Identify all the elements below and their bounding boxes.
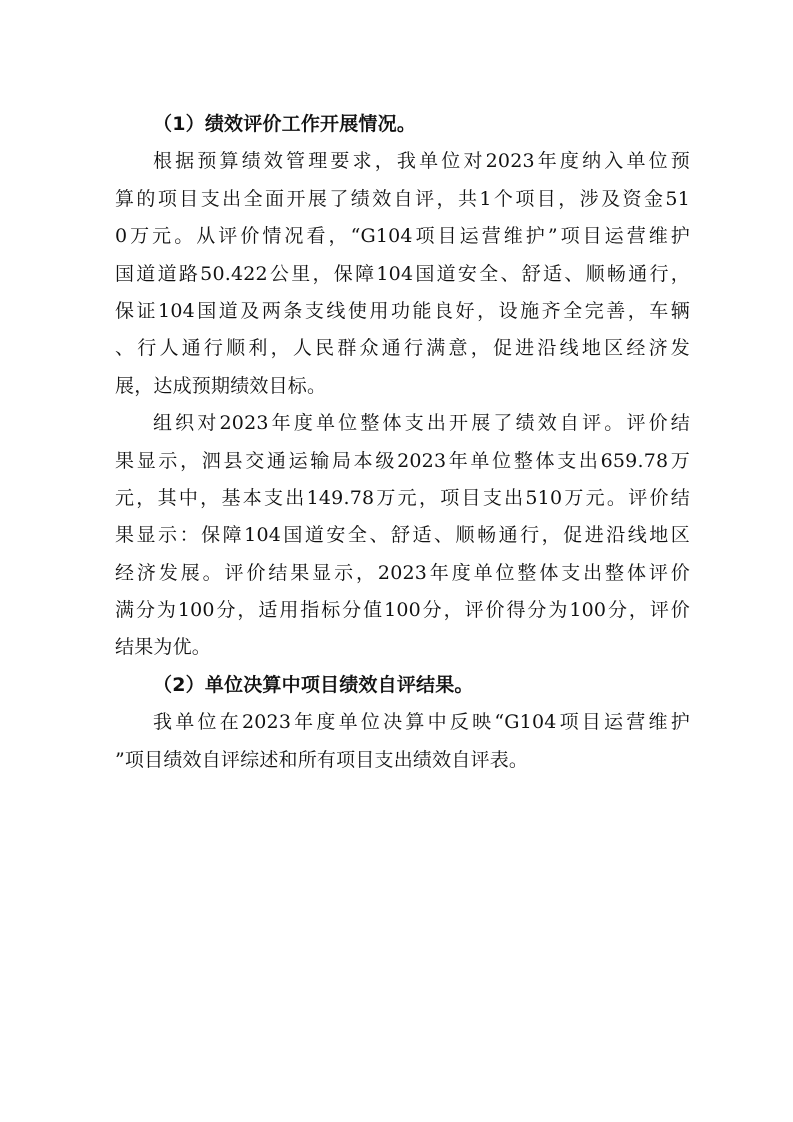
paragraph-line: 组织对2023年度单位整体支出开展了绩效自评。评价结 [153, 412, 690, 435]
paragraph-line: 保证104国道及两条支线使用功能良好，设施齐全完善，车辆 [115, 299, 690, 322]
document-body [115, 106, 690, 779]
paragraph-line: 满分为100分，适用指标分值100分，评价得分为100分，评价 [115, 599, 690, 622]
paragraph-line: 经济发展。评价结果显示，2023年度单位整体支出整体评价 [115, 561, 690, 584]
paragraph-line: 结果为优。 [115, 636, 212, 659]
section-2-heading: （2）单位决算中项目绩效自评结果。 [153, 673, 474, 696]
paragraph-line: 国道道路50.422公里，保障104国道安全、舒适、顺畅通行， [115, 262, 690, 285]
paragraph-line: 展，达成预期绩效目标。 [115, 374, 327, 397]
section-1-paragraph-2 [115, 405, 690, 667]
section-1-paragraph-1 [115, 143, 690, 405]
paragraph-line: 、行人通行顺利，人民群众通行满意，促进沿线地区经济发 [115, 337, 690, 360]
paragraph-line: 元，其中，基本支出149.78万元，项目支出510万元。评价结 [115, 486, 690, 509]
section-2-paragraph-1 [115, 704, 690, 779]
section-1-heading: （1）绩效评价工作开展情况。 [153, 113, 417, 135]
paragraph-line: 0万元。从评价情况看，“G104项目运营维护”项目运营维护 [115, 225, 690, 248]
paragraph-line: 果显示，泗县交通运输局本级2023年单位整体支出659.78万 [115, 449, 690, 472]
paragraph-line: 我单位在2023年度单位决算中反映“G104项目运营维护 [153, 711, 690, 734]
paragraph-line: 算的项目支出全面开展了绩效自评，共1个项目，涉及资金51 [115, 187, 690, 210]
paragraph-line: 根据预算绩效管理要求，我单位对2023年度纳入单位预 [153, 150, 690, 173]
paragraph-line: ”项目绩效自评综述和所有项目支出绩效自评表。 [115, 748, 529, 771]
paragraph-line: 果显示：保障104国道安全、舒适、顺畅通行，促进沿线地区 [115, 524, 690, 547]
